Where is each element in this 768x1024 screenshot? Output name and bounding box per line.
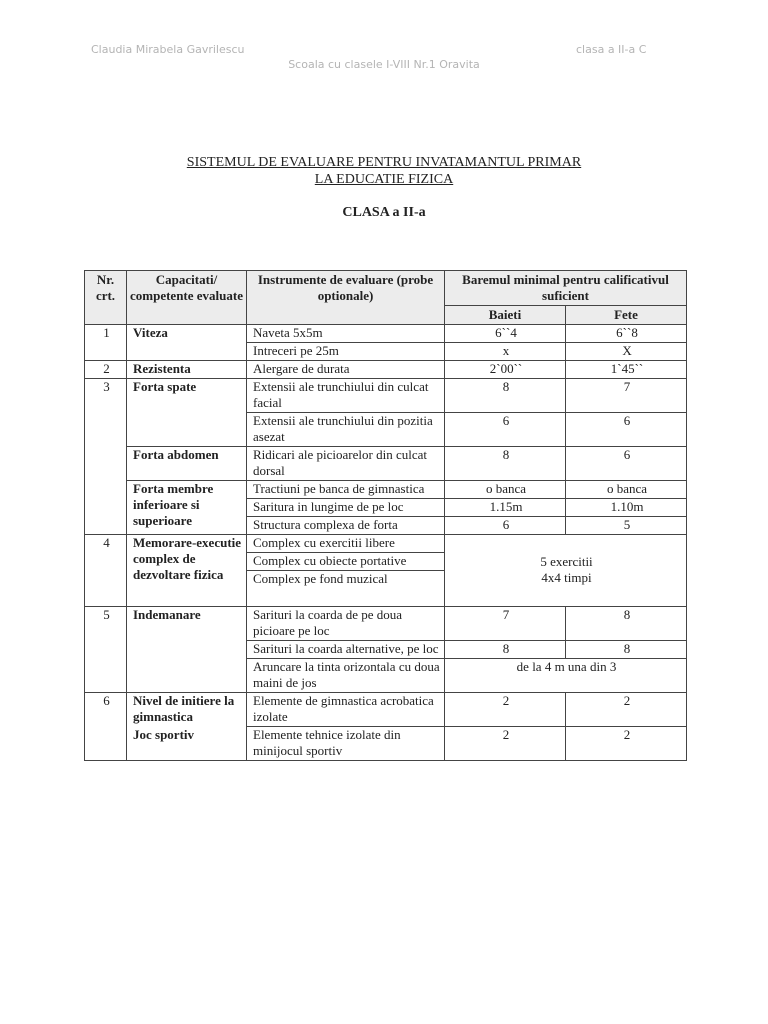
table-row: [85, 693, 687, 727]
instrument-cell: Ridicari ale picioarelor din culcat dorsal: [247, 447, 445, 481]
instrument-cell: Alergare de durata: [247, 361, 445, 379]
fete-value: 6``8: [566, 325, 687, 343]
fete-value: 7: [566, 379, 687, 413]
baieti-value: 1.15m: [445, 499, 566, 517]
baieti-value: 7: [445, 607, 566, 641]
merged-value-cell: [445, 535, 687, 607]
row-number: 2: [85, 361, 127, 379]
table-row: [85, 727, 687, 761]
baieti-value: x: [445, 343, 566, 361]
instrument-cell: Sarituri la coarda alternative, pe loc: [247, 641, 445, 659]
instrument-cell: Complex pe fond muzical: [247, 571, 445, 607]
baieti-value: 6: [445, 517, 566, 535]
instrument-cell: Intreceri pe 25m: [247, 343, 445, 361]
fete-value: X: [566, 343, 687, 361]
fete-value: 2: [566, 727, 687, 761]
baieti-value: 2: [445, 693, 566, 727]
table-row: [85, 325, 687, 343]
baieti-value: 6: [445, 413, 566, 447]
capacity-cell: Rezistenta: [127, 361, 247, 379]
fete-value: 1`45``: [566, 361, 687, 379]
table-header-row: [85, 271, 687, 306]
document-title: SISTEMUL DE EVALUARE PENTRU INVATAMANTUL PRIMAR: [186, 155, 582, 170]
instrument-cell: Saritura in lungime de pe loc: [247, 499, 445, 517]
instrument-cell: Tractiuni pe banca de gimnastica: [247, 481, 445, 499]
capacity-cell: Viteza: [127, 325, 247, 361]
fete-value: 6: [566, 447, 687, 481]
baieti-value: 2`00``: [445, 361, 566, 379]
header-school: Scoala cu clasele I-VIII Nr.1 Oravita: [288, 58, 480, 71]
baieti-value: 8: [445, 641, 566, 659]
fete-value: 6: [566, 413, 687, 447]
header-fete: Fete: [566, 306, 687, 325]
table-row: [85, 535, 687, 553]
table-row: [85, 361, 687, 379]
capacity-cell: Forta membre inferioare si superioare: [127, 481, 247, 535]
capacity-cell: Forta spate: [127, 379, 247, 447]
instrument-cell: Extensii ale trunchiului din culcat facial: [247, 379, 445, 413]
instrument-cell: Aruncare la tinta orizontala cu doua maini de jos: [247, 659, 445, 693]
row-number: 3: [85, 379, 127, 535]
table-row: [85, 607, 687, 641]
row-number: 6: [85, 693, 127, 761]
document-title-line2: LA EDUCATIE FIZICA: [314, 172, 454, 187]
header-barem: Baremul minimal pentru calificativul suficient: [445, 271, 687, 306]
fete-value: 5: [566, 517, 687, 535]
evaluation-table: [84, 270, 687, 761]
merged-value-line2: 4x4 timpi: [541, 570, 592, 585]
table-row: [85, 481, 687, 499]
header-capacitati: Capacitati/ competente evaluate: [127, 271, 247, 325]
header-nr: Nr. crt.: [85, 271, 127, 325]
table-row: [85, 379, 687, 413]
baieti-value: 2: [445, 727, 566, 761]
capacity-cell: Memorare-executie complex de dezvoltare fizica: [127, 535, 247, 607]
instrument-cell: Structura complexa de forta: [247, 517, 445, 535]
fete-value: 8: [566, 607, 687, 641]
instrument-cell: Elemente de gimnastica acrobatica izolate: [247, 693, 445, 727]
fete-value: 2: [566, 693, 687, 727]
baieti-value: o banca: [445, 481, 566, 499]
row-number: 1: [85, 325, 127, 361]
table-row: [85, 447, 687, 481]
baieti-value: 6``4: [445, 325, 566, 343]
capacity-cell: Joc sportiv: [127, 727, 247, 761]
row-number: 4: [85, 535, 127, 607]
instrument-cell: Complex cu obiecte portative: [247, 553, 445, 571]
instrument-cell: Extensii ale trunchiului din pozitia asezat: [247, 413, 445, 447]
document-subtitle: CLASA a II-a: [342, 205, 426, 220]
capacity-cell: Indemanare: [127, 607, 247, 693]
fete-value: o banca: [566, 481, 687, 499]
header-baieti: Baieti: [445, 306, 566, 325]
instrument-cell: Sarituri la coarda de pe doua picioare pe loc: [247, 607, 445, 641]
capacity-cell: Forta abdomen: [127, 447, 247, 481]
header-instrumente: Instrumente de evaluare (probe optionale): [247, 271, 445, 325]
instrument-cell: Complex cu exercitii libere: [247, 535, 445, 553]
fete-value: 8: [566, 641, 687, 659]
header-class: clasa a II-a C: [576, 43, 647, 56]
capacity-cell: Nivel de initiere la gimnastica: [127, 693, 247, 727]
merged-value-line1: 5 exercitii: [540, 554, 593, 569]
instrument-cell: Naveta 5x5m: [247, 325, 445, 343]
merged-value-cell: de la 4 m una din 3: [445, 659, 687, 693]
row-number: 5: [85, 607, 127, 693]
instrument-cell: Elemente tehnice izolate din minijocul sportiv: [247, 727, 445, 761]
baieti-value: 8: [445, 447, 566, 481]
baieti-value: 8: [445, 379, 566, 413]
fete-value: 1.10m: [566, 499, 687, 517]
header-author: Claudia Mirabela Gavrilescu: [91, 43, 245, 56]
